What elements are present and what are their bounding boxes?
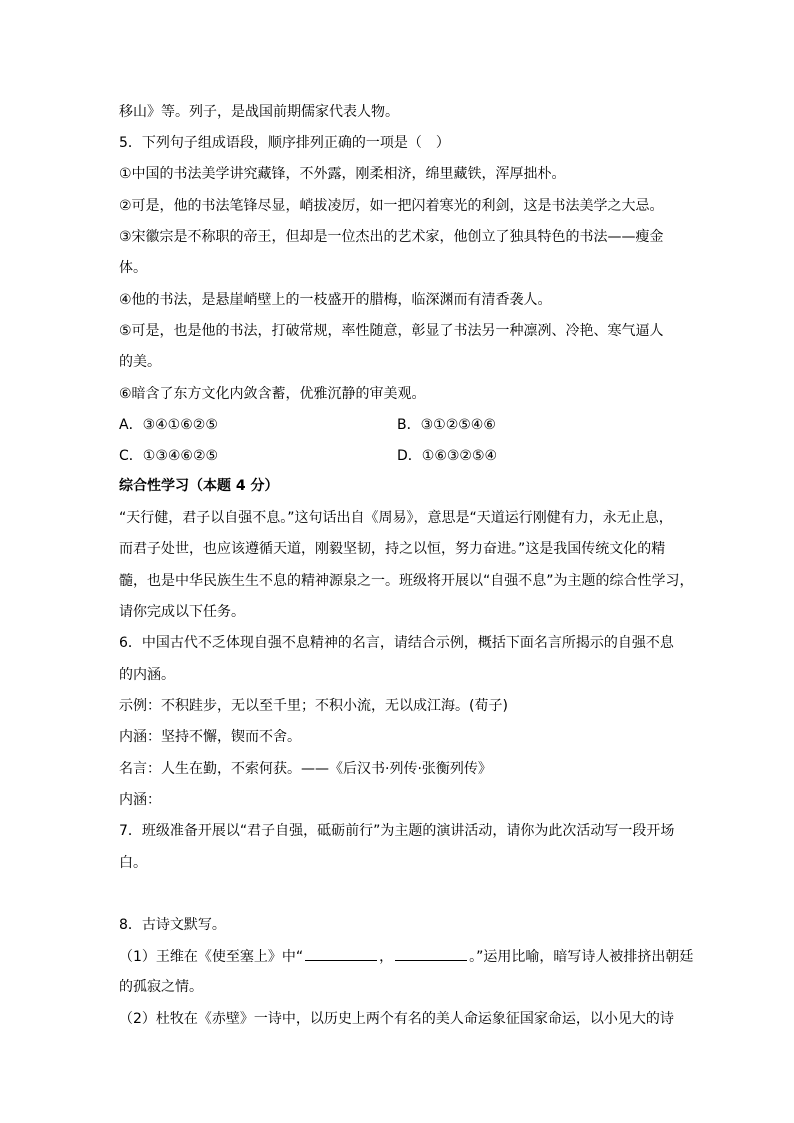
text-line: 移山》等。列子，是战国前期儒家代表人物。 <box>119 104 399 120</box>
meaning-label: 内涵： <box>119 792 161 808</box>
answer-blank-2[interactable] <box>395 946 467 961</box>
text-line: “天行健，君子以自强不息。”这句话出自《周易》，意思是“天道运行刚健有力，永无止息， <box>119 510 673 526</box>
q8-1-suffix: 。”运用比喻，暗写诗人被排挤出朝廷 <box>469 949 694 965</box>
option-a: A．③④①⑥②⑤ <box>119 417 218 433</box>
sentence-3-cont: 体。 <box>119 260 147 276</box>
sentence-4: ④他的书法，是悬崖峭壁上的一枝盛开的腊梅，临深渊而有清香袭人。 <box>119 292 552 308</box>
answer-blank-1[interactable] <box>305 946 377 961</box>
question-8-1-cont: 的孤寂之情。 <box>119 979 203 995</box>
sentence-5: ⑤可是，也是他的书法，打破常规，率性随意，彰显了书法另一种凛冽、冷艳、寒气逼人 <box>119 323 664 339</box>
q8-1-prefix: （1）王维在《使至塞上》中“ <box>119 949 304 965</box>
sentence-3: ③宋徽宗是不称职的帝王，但却是一位杰出的艺术家，他创立了独具特色的书法——瘦金 <box>119 229 664 245</box>
sentence-5-cont: 的美。 <box>119 354 161 370</box>
question-6-stem-cont: 的内涵。 <box>119 667 175 683</box>
quote: 名言：人生在勤，不索何获。——《后汉书·列传·张衡列传》 <box>119 761 492 777</box>
option-d: D．①⑥③②⑤④ <box>397 448 498 464</box>
text-line: 而君子处世，也应该遵循天道，刚毅坚韧，持之以恒，努力奋进。”这是我国传统文化的精 <box>119 541 666 557</box>
question-8-stem: 8．古诗文默写。 <box>119 917 226 933</box>
question-5-stem: 5．下列句子组成语段，顺序排列正确的一项是（ ） <box>119 135 450 151</box>
question-6-stem: 6．中国古代不乏体现自强不息精神的名言，请结合示例，概括下面名言所揭示的自强不息 <box>119 635 674 651</box>
option-b: B．③①②⑤④⑥ <box>397 417 496 433</box>
sentence-6: ⑥暗含了东方文化内敛含蓄，优雅沉静的审美观。 <box>119 386 426 402</box>
example-meaning: 内涵：坚持不懈，锲而不舍。 <box>119 729 301 745</box>
sentence-2: ②可是，他的书法笔锋尽显，峭拔凌厉，如一把闪着寒光的利剑，这是书法美学之大忌。 <box>119 198 664 214</box>
example-quote: 示例：不积跬步，无以至千里；不积小流，无以成江海。(荀子) <box>119 698 508 714</box>
text-line: 髓，也是中华民族生生不息的精神源泉之一。班级将开展以“自强不息”为主题的综合性学习， <box>119 573 694 589</box>
q8-1-sep: ， <box>379 949 394 965</box>
text-line: 请你完成以下任务。 <box>119 604 245 620</box>
option-c: C．①③④⑥②⑤ <box>119 448 219 464</box>
question-7-stem: 7．班级准备开展以“君子自强，砥砺前行”为主题的演讲活动，请你为此次活动写一段开场 <box>119 823 675 839</box>
sentence-1: ①中国的书法美学讲究藏锋，不外露，刚柔相济，绵里藏铁，浑厚拙朴。 <box>119 166 566 182</box>
question-8-2: （2）杜牧在《赤壁》一诗中，以历史上两个有名的美人命运象征国家命运，以小见大的诗 <box>119 1011 674 1027</box>
section-heading: 综合性学习（本题 4 分） <box>119 478 279 494</box>
question-7-stem-cont: 白。 <box>119 855 147 871</box>
question-8-1 <box>119 946 693 966</box>
